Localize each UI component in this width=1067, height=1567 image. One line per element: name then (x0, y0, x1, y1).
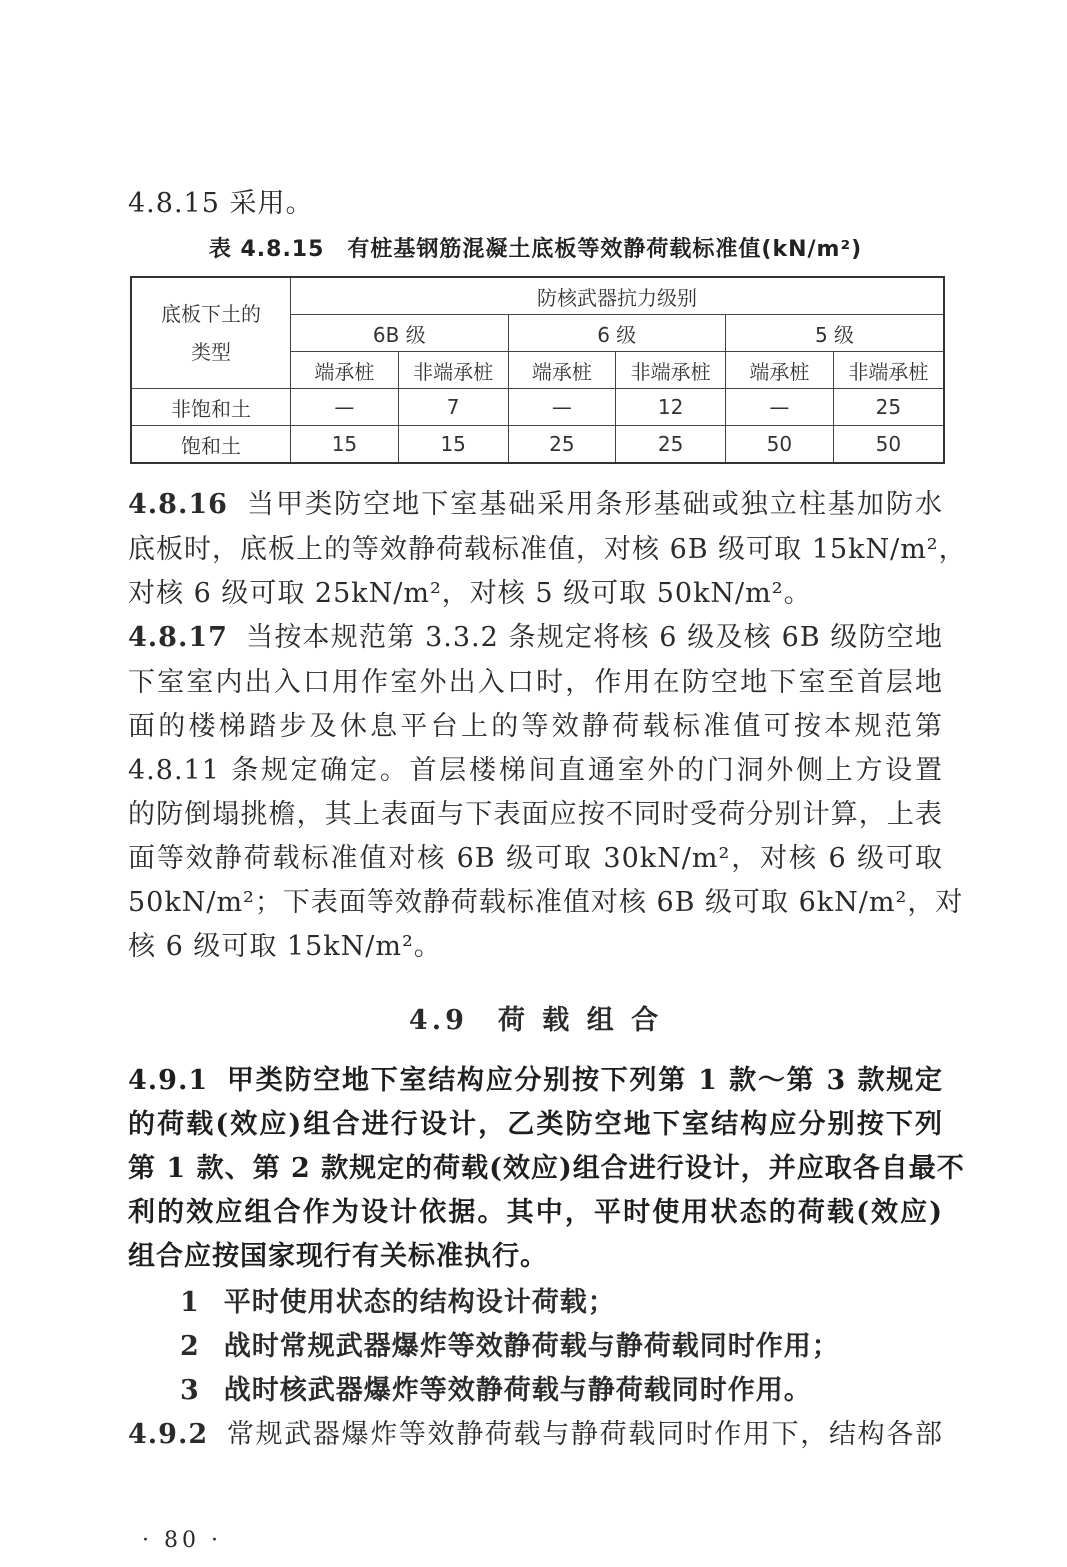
clause-491-line-2: 的荷载(效应)组合进行设计，乙类防空地下室结构应分别按下列 (128, 1109, 943, 1140)
sub-header-cell: 端承桩 (726, 352, 834, 389)
clause-4817-line-7: 50kN/m²；下表面等效静荷载标准值对核 6B 级可取 6kN/m²，对 (128, 887, 964, 918)
clause-491-line-1 (128, 1063, 943, 1099)
table-row (131, 426, 944, 464)
list-item (180, 1329, 840, 1365)
group-header-cell: 防核武器抗力级别 (291, 277, 944, 315)
table-cell: 15 (398, 426, 508, 464)
level-header-5: 5 级 (726, 315, 945, 352)
table-cell: 25 (833, 389, 944, 426)
list-item-number: 2 (180, 1331, 200, 1362)
sub-header-cell: 端承桩 (508, 352, 616, 389)
list-item (180, 1373, 812, 1409)
clause-4817-line-2: 下室室内出入口用作室外出入口时，作用在防空地下室至首层地 (128, 667, 943, 698)
clause-text: 当按本规范第 3.3.2 条规定将核 6 级及核 6B 级防空地 (245, 622, 943, 653)
section-title (128, 998, 943, 1037)
row-label-cell: 饱和土 (131, 426, 291, 464)
list-item (180, 1285, 616, 1321)
clause-4816-line-3: 对核 6 级可取 25kN/m²，对核 5 级可取 50kN/m²。 (128, 578, 812, 609)
list-item-text: 战时常规武器爆炸等效静荷载与静荷载同时作用； (223, 1331, 840, 1362)
clause-4817-line-3: 面的楼梯踏步及休息平台上的等效静荷载标准值可按本规范第 (128, 711, 943, 742)
sub-header-cell: 端承桩 (291, 352, 399, 389)
clause-4816-line-1 (128, 487, 943, 523)
clause-491-line-4: 利的效应组合作为设计依据。其中，平时使用状态的荷载(效应) (128, 1197, 943, 1228)
clause-number: 4.8.17 (128, 622, 228, 653)
section-name: 荷 载 组 合 (497, 1005, 663, 1036)
clause-number: 4.8.16 (128, 489, 228, 520)
table-header-row-1 (131, 277, 944, 315)
list-item-number: 1 (180, 1287, 200, 1318)
table-cell: 25 (508, 426, 616, 464)
clause-text: 常规武器爆炸等效静荷载与静荷载同时作用下，结构各部 (226, 1419, 943, 1450)
list-item-text: 平时使用状态的结构设计荷载； (223, 1287, 616, 1318)
table-caption: 表 4.8.15 有桩基钢筋混凝土底板等效静荷载标准值(kN/m²) (208, 237, 863, 262)
sub-header-cell: 非端承桩 (616, 352, 726, 389)
clause-number: 4.9.1 (128, 1065, 209, 1096)
table-cell: 50 (833, 426, 944, 464)
row-label-cell: 非饱和土 (131, 389, 291, 426)
sub-header-cell: 非端承桩 (833, 352, 944, 389)
clause-4817-line-4: 4.8.11 条规定确定。首层楼梯间直通室外的门洞外侧上方设置 (128, 755, 943, 786)
table-row (131, 389, 944, 426)
sub-header-cell: 非端承桩 (398, 352, 508, 389)
corner-header-line-2: 类型 (191, 340, 232, 364)
list-item-number: 3 (180, 1375, 200, 1406)
clause-text: 当甲类防空地下室基础采用条形基础或独立柱基加防水 (245, 489, 943, 520)
clause-text: 甲类防空地下室结构应分别按下列第 1 款～第 3 款规定 (226, 1065, 943, 1096)
clause-491-line-5: 组合应按国家现行有关标准执行。 (128, 1241, 548, 1272)
clause-number: 4.9.2 (128, 1419, 209, 1450)
corner-header-cell (131, 277, 291, 389)
section-number: 4.9 (408, 1005, 468, 1036)
intro-line: 4.8.15 采用。 (128, 188, 314, 219)
level-header-6b: 6B 级 (291, 315, 508, 352)
clause-4817-line-6: 面等效静荷载标准值对核 6B 级可取 30kN/m²，对核 6 级可取 (128, 843, 943, 874)
clause-4817-line-1 (128, 620, 943, 656)
table-cell: — (726, 389, 834, 426)
clause-4816-line-2: 底板时，底板上的等效静荷载标准值，对核 6B 级可取 15kN/m²， (128, 534, 967, 565)
table-cell: 12 (616, 389, 726, 426)
clause-492-line-1 (128, 1417, 943, 1453)
table-cell: — (508, 389, 616, 426)
list-item-text: 战时核武器爆炸等效静荷载与静荷载同时作用。 (223, 1375, 812, 1406)
clause-4817-line-5: 的防倒塌挑檐，其上表面与下表面应按不同时受荷分别计算，上表 (128, 799, 943, 830)
table-cell: 15 (291, 426, 399, 464)
clause-491-line-3: 第 1 款、第 2 款规定的荷载(效应)组合进行设计，并应取各自最不 (128, 1153, 965, 1184)
corner-header-line-1: 底板下土的 (161, 302, 262, 326)
table-cell: 50 (726, 426, 834, 464)
level-header-6: 6 级 (508, 315, 725, 352)
clause-4817-line-8: 核 6 级可取 15kN/m²。 (128, 931, 442, 962)
load-table (130, 276, 945, 464)
table-cell: 25 (616, 426, 726, 464)
table-cell: 7 (398, 389, 508, 426)
page-number: · 80 · (142, 1528, 222, 1553)
table-cell: — (291, 389, 399, 426)
